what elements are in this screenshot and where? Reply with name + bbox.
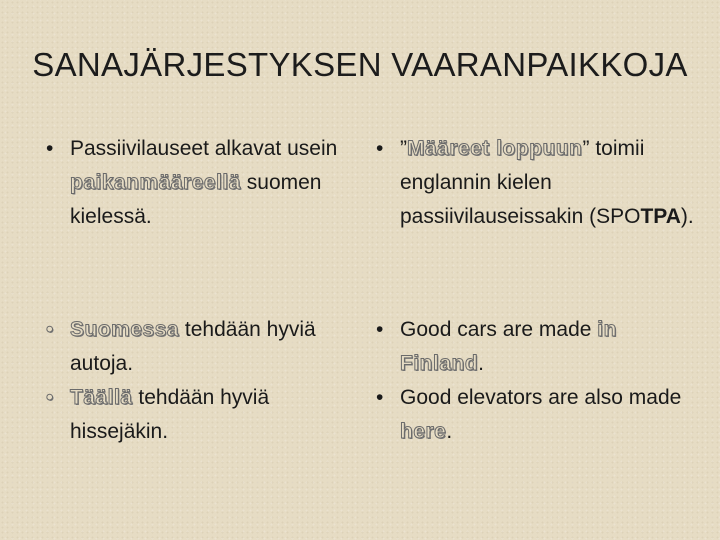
highlight-word: here xyxy=(400,420,447,443)
bullet-icon: • xyxy=(376,386,384,409)
bullet-icon: • xyxy=(46,318,54,341)
right-column-top xyxy=(376,132,696,234)
quote-close: ” xyxy=(582,137,590,160)
text: suomen kielessä. xyxy=(70,171,322,228)
bullet-icon: • xyxy=(46,386,54,409)
text: Good cars are made xyxy=(400,318,598,341)
bullet-passive-sentences xyxy=(46,132,351,234)
text: toimii englannin kielen passiivilauseissakin (SPO xyxy=(400,137,645,228)
bullet-taalla xyxy=(46,381,351,449)
bullet-suomessa xyxy=(46,313,351,381)
text: tehdään hyviä hissejäkin. xyxy=(70,386,270,443)
highlight-word: Suomessa xyxy=(70,318,180,341)
highlight-word: in Finland xyxy=(400,318,617,375)
text: Good elevators are also made xyxy=(400,386,682,409)
highlight-word: Määreet loppuun xyxy=(407,137,583,160)
bullet-icon: • xyxy=(376,137,384,160)
text: . xyxy=(446,420,453,443)
bullet-good-elevators xyxy=(376,381,696,449)
bullet-icon: • xyxy=(46,137,54,160)
left-column-bottom xyxy=(46,313,351,449)
bullet-icon: • xyxy=(376,318,384,341)
slide-title: SANAJÄRJESTYKSEN VAARANPAIKKOJA xyxy=(32,46,688,83)
text: Passiivilauseet alkavat usein xyxy=(70,137,338,160)
bold-text: TPA xyxy=(640,205,681,228)
left-column-top xyxy=(46,132,351,234)
highlight-word: Täällä xyxy=(70,386,133,409)
text: tehdään hyviä autoja. xyxy=(70,318,316,375)
bullet-good-cars xyxy=(376,313,696,381)
quote-open: ” xyxy=(400,137,407,160)
right-column-bottom xyxy=(376,313,696,449)
bullet-maareet-loppuun xyxy=(376,132,696,234)
text: . xyxy=(478,352,485,375)
highlight-word: paikanmääreellä xyxy=(70,171,241,194)
text: ). xyxy=(680,205,694,228)
